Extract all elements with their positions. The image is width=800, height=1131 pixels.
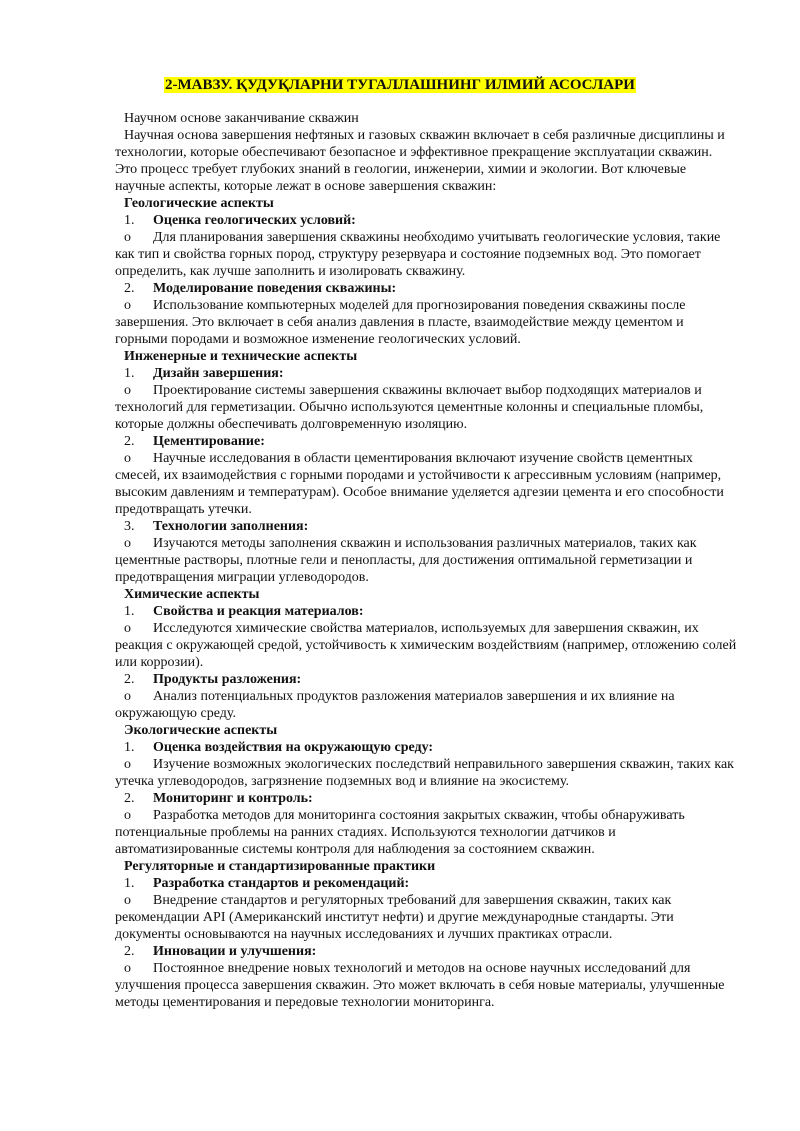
item-title: Оценка воздействия на окружающую среду: xyxy=(153,740,434,755)
numbered-item xyxy=(115,739,737,756)
sections-container xyxy=(115,195,737,1011)
section-heading: Химические аспекты xyxy=(124,587,260,602)
section-block xyxy=(115,858,737,1011)
intro-paragraph: Научная основа завершения нефтяных и газовых скважин включает в себя различные дисциплины и технологии, которые обеспечивают безопасное и эффективное прекращение эксплуатации скважин. Это процесс требует глубоких знаний в геологии, инженерии, химии и экологии. Вот ключевые научные аспекты, которые лежат в основе завершения скважин: xyxy=(115,128,725,194)
subtitle: Научном основе заканчивание скважин xyxy=(124,111,359,126)
bullet-text: Разработка методов для мониторинга состояния закрытых скважин, чтобы обнаруживать потенциальные проблемы на ранних стадиях. Используются технологии датчиков и автоматизированные системы контроля для наблюдения за состоянием скважин. xyxy=(115,808,685,857)
bullet-marker: o xyxy=(124,961,131,976)
bullet-text: Использование компьютерных моделей для прогнозирования поведения скважины после завершения. Это включает в себя анализ давления в пласте, взаимодействие между цементом и горными породами и возможное изменение геологических условий. xyxy=(115,298,686,347)
item-number: 1. xyxy=(124,740,135,755)
bullet-marker: o xyxy=(124,298,131,313)
bullet-marker: o xyxy=(124,451,131,466)
numbered-item xyxy=(115,671,737,688)
title-text: 2-МАВЗУ. ҚУДУҚЛАРНИ ТУГАЛЛАШНИНГ ИЛМИЙ АСОСЛАРИ xyxy=(165,77,635,93)
section-heading: Геологические аспекты xyxy=(124,196,274,211)
numbered-item xyxy=(115,280,737,297)
bullet-marker: o xyxy=(124,893,131,908)
bullet-marker: o xyxy=(124,757,131,772)
item-title: Разработка стандартов и рекомендаций: xyxy=(153,876,410,891)
bullet-paragraph xyxy=(115,535,737,586)
bullet-paragraph xyxy=(115,297,737,348)
item-number: 2. xyxy=(124,672,135,687)
bullet-paragraph xyxy=(115,756,737,790)
bullet-text: Изучение возможных экологических последствий неправильного завершения скважин, таких как утечка углеводородов, загрязнение подземных вод и влияние на экосистему. xyxy=(115,757,734,789)
item-title: Мониторинг и контроль: xyxy=(153,791,313,806)
section-block xyxy=(115,348,737,586)
item-number: 2. xyxy=(124,281,135,296)
item-title: Моделирование поведения скважины: xyxy=(153,281,397,296)
bullet-paragraph xyxy=(115,229,737,280)
numbered-item xyxy=(115,790,737,807)
item-number: 1. xyxy=(124,213,135,228)
item-number: 2. xyxy=(124,944,135,959)
item-title: Свойства и реакция материалов: xyxy=(153,604,364,619)
document-body xyxy=(115,110,737,1011)
numbered-item xyxy=(115,518,737,535)
bullet-text: Исследуются химические свойства материалов, используемых для завершения скважин, их реакция с окружающей средой, устойчивость к химическим воздействиям (например, отложению солей или коррозии). xyxy=(115,621,737,670)
bullet-text: Для планирования завершения скважины необходимо учитывать геологические условия, такие как тип и свойства горных пород, структуру резервуара и состояние подземных вод. Это помогает определить, как лучше заполнить и изолировать скважину. xyxy=(115,230,721,279)
numbered-item xyxy=(115,603,737,620)
section-heading: Регуляторные и стандартизированные практики xyxy=(124,859,436,874)
bullet-text: Анализ потенциальных продуктов разложения материалов завершения и их влияние на окружающую среду. xyxy=(115,689,675,721)
bullet-paragraph xyxy=(115,450,737,518)
item-title: Продукты разложения: xyxy=(153,672,302,687)
item-number: 1. xyxy=(124,876,135,891)
bullet-marker: o xyxy=(124,621,131,636)
bullet-marker: o xyxy=(124,230,131,245)
numbered-item xyxy=(115,943,737,960)
section-block xyxy=(115,195,737,348)
item-number: 3. xyxy=(124,519,135,534)
bullet-text: Изучаются методы заполнения скважин и использования различных материалов, таких как цементные растворы, плотные гели и пенопласты, для достижения оптимальной герметизации и предотвращения миграции углеводородов. xyxy=(115,536,697,585)
bullet-paragraph xyxy=(115,960,737,1011)
bullet-paragraph xyxy=(115,892,737,943)
bullet-marker: o xyxy=(124,536,131,551)
item-title: Оценка геологических условий: xyxy=(153,213,356,228)
bullet-paragraph xyxy=(115,620,737,671)
item-title: Дизайн завершения: xyxy=(153,366,284,381)
item-number: 1. xyxy=(124,366,135,381)
numbered-item xyxy=(115,433,737,450)
item-title: Технологии заполнения: xyxy=(153,519,309,534)
section-heading: Экологические аспекты xyxy=(124,723,278,738)
item-number: 1. xyxy=(124,604,135,619)
bullet-marker: o xyxy=(124,383,131,398)
bullet-paragraph xyxy=(115,807,737,858)
item-number: 2. xyxy=(124,791,135,806)
section-block xyxy=(115,722,737,858)
numbered-item xyxy=(115,365,737,382)
item-title: Инновации и улучшения: xyxy=(153,944,317,959)
numbered-item xyxy=(115,875,737,892)
bullet-marker: o xyxy=(124,808,131,823)
bullet-paragraph xyxy=(115,382,737,433)
bullet-text: Проектирование системы завершения скважины включает выбор подходящих материалов и технологий для герметизации. Обычно используются цементные колонны и специальные пломбы, которые должны обеспечивать долговременную изоляцию. xyxy=(115,383,704,432)
section-heading: Инженерные и технические аспекты xyxy=(124,349,358,364)
bullet-paragraph xyxy=(115,688,737,722)
bullet-text: Научные исследования в области цементирования включают изучение свойств цементных смесей, их взаимодействия с горными породами и устойчивости к агрессивным условиям (например, высоким давлениям и температурам). Особое внимание уделяется адгезии цемента и его способности предотвращать утечки. xyxy=(115,451,724,517)
section-block xyxy=(115,586,737,722)
bullet-text: Внедрение стандартов и регуляторных требований для завершения скважин, таких как рекомендации API (Американский институт нефти) и другие международные стандарты. Эти документы основываются на научных исследованиях и лучших практиках отрасли. xyxy=(115,893,674,942)
item-number: 2. xyxy=(124,434,135,449)
numbered-item xyxy=(115,212,737,229)
item-title: Цементирование: xyxy=(153,434,265,449)
bullet-marker: o xyxy=(124,689,131,704)
document-title xyxy=(0,76,800,94)
bullet-text: Постоянное внедрение новых технологий и методов на основе научных исследований для улучшения процесса завершения скважин. Это может включать в себя новые материалы, улучшенные методы цементирования и передовые технологии мониторинга. xyxy=(115,961,725,1010)
